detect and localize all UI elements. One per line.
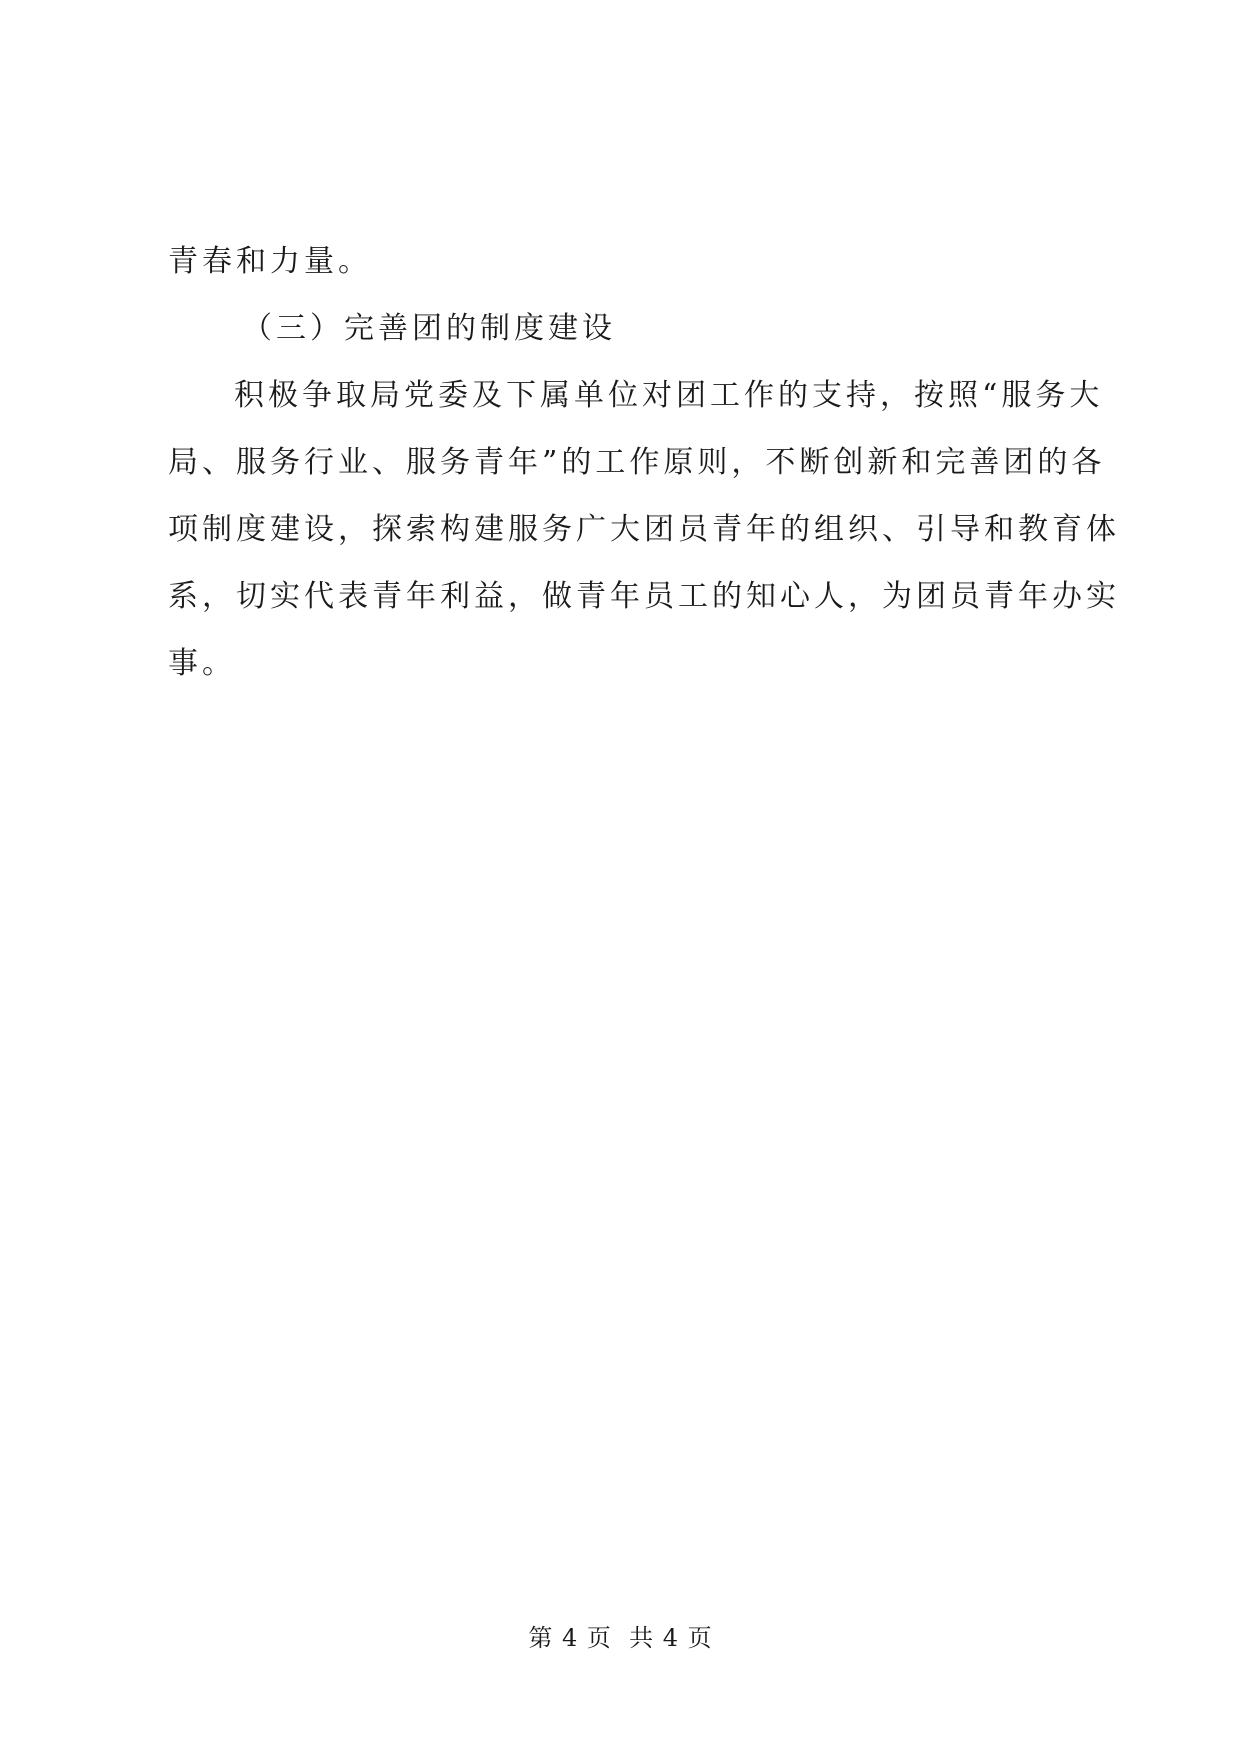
paragraph-line: 局、服务行业、服务青年”的工作原则，不断创新和完善团的各 [168, 445, 1106, 480]
document-body [168, 228, 1120, 697]
page-number-label: 第 4 页 共 4 页 [528, 1624, 713, 1652]
paragraph-line-end: 青春和力量。 [168, 244, 372, 279]
paragraph-line: 事。 [168, 646, 236, 681]
paragraph-line: 积极争取局党委及下属单位对团工作的支持，按照“服务大 [234, 378, 1104, 413]
paragraph-line: 系，切实代表青年利益，做青年员工的知心人，为团员青年办实 [168, 579, 1120, 614]
paragraph-line: 项制度建设，探索构建服务广大团员青年的组织、引导和教育体 [168, 512, 1120, 547]
page-footer [0, 1618, 1241, 1653]
section-heading: （三）完善团的制度建设 [242, 311, 616, 346]
